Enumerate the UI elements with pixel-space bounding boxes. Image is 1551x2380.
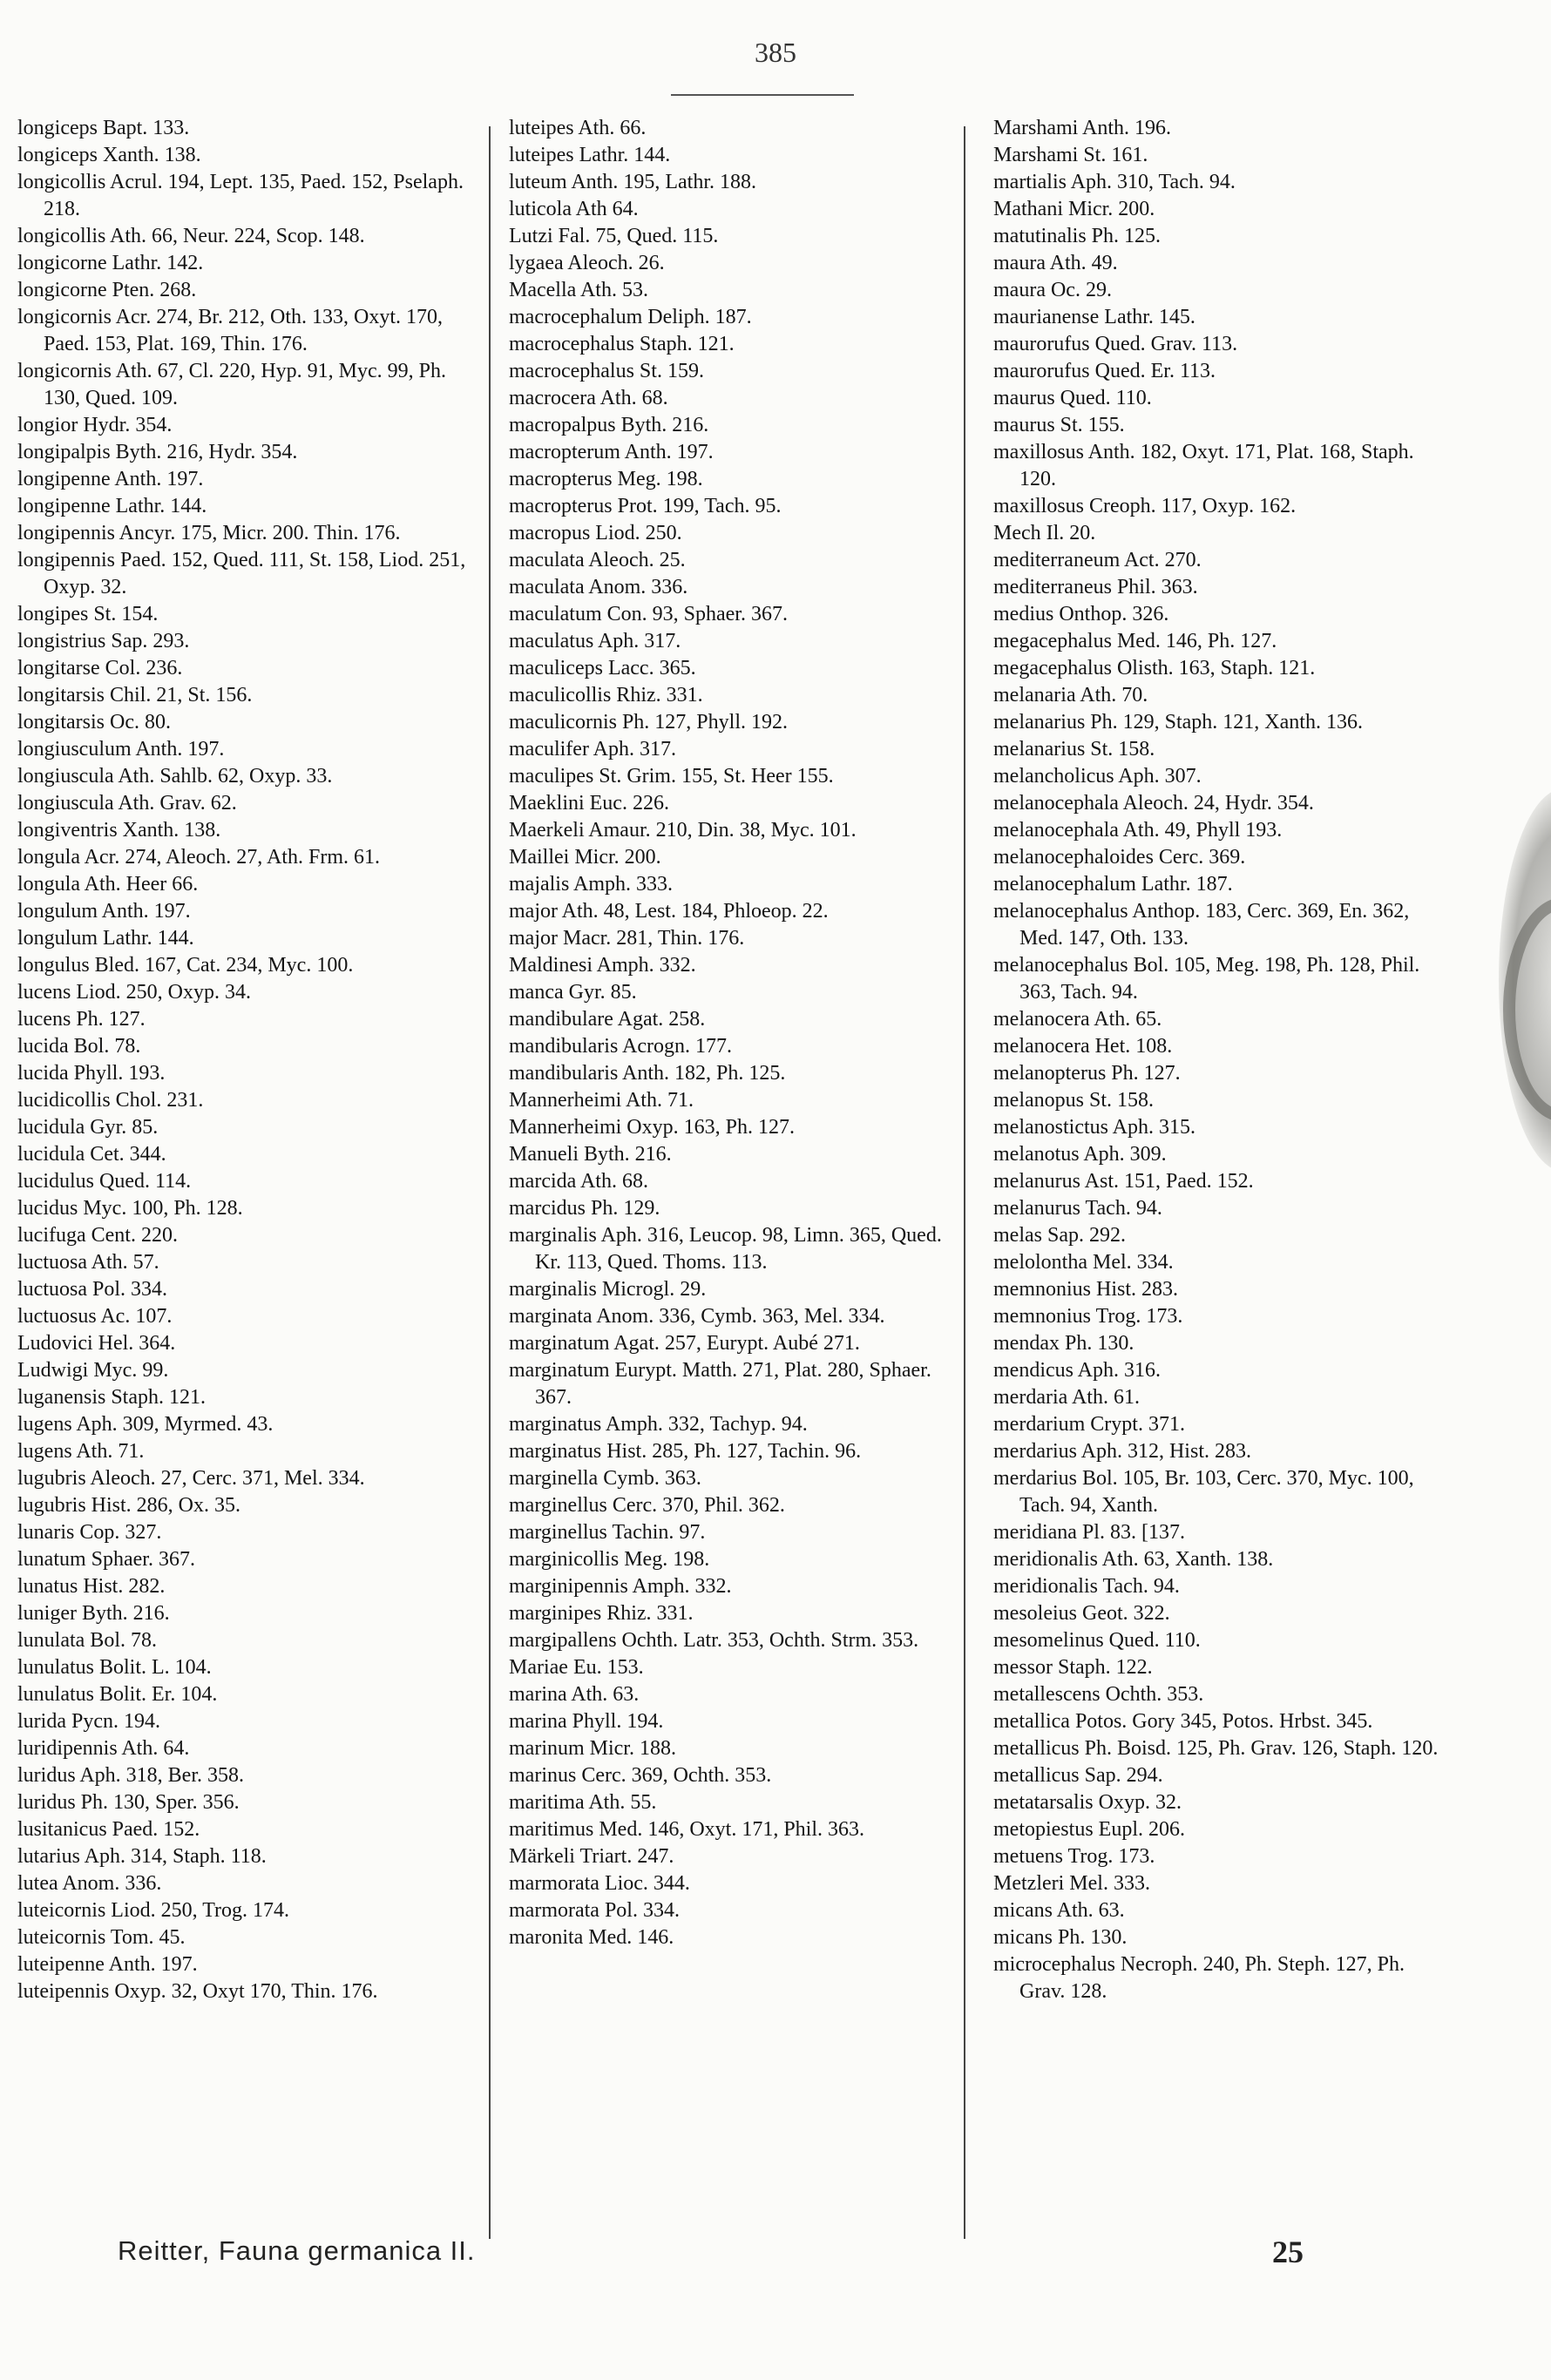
index-entry: melanopterus Ph. 127. (993, 1062, 1181, 1085)
index-entry: lunulatus Bolit. L. 104. (17, 1656, 212, 1679)
index-entry: meridionalis Ath. 63, Xanth. 138. (993, 1548, 1274, 1571)
index-entry: lurida Pycn. 194. (17, 1710, 160, 1733)
index-entry: marginata Anom. 336, Cymb. 363, Mel. 334. (509, 1305, 885, 1328)
index-entry: matutinalis Ph. 125. (993, 225, 1161, 247)
index-entry: luteipes Ath. 66. (509, 117, 647, 139)
index-entry: Metzleri Mel. 333. (993, 1872, 1150, 1895)
index-entry: maritima Ath. 55. (509, 1791, 657, 1814)
index-entry: melas Sap. 292. (993, 1224, 1126, 1247)
index-entry: melolontha Mel. 334. (993, 1251, 1174, 1274)
index-entry: maculatum Con. 93, Sphaer. 367. (509, 603, 788, 625)
index-entry: marginalis Microgl. 29. (509, 1278, 707, 1301)
index-entry: marginipes Rhiz. 331. (509, 1602, 694, 1625)
index-entry: medius Onthop. 326. (993, 603, 1169, 625)
index-entry: macrocera Ath. 68. (509, 387, 668, 409)
index-entry: Macella Ath. 53. (509, 279, 648, 301)
index-entry: mendicus Aph. 316. (993, 1359, 1161, 1382)
index-entry: maculata Anom. 336. (509, 576, 688, 598)
index-entry: lunatus Hist. 282. (17, 1575, 166, 1598)
index-entry: melanurus Ast. 151, Paed. 152. (993, 1170, 1254, 1193)
index-entry: longitarsis Chil. 21, St. 156. (17, 684, 253, 707)
index-entry: luteicornis Liod. 250, Trog. 174. (17, 1899, 290, 1922)
page-number: 385 (755, 37, 796, 68)
index-entry: melanarius St. 158. (993, 738, 1155, 761)
index-entry: melanocephalum Lathr. 187. (993, 873, 1233, 896)
index-entry: lunulata Bol. 78. (17, 1629, 157, 1652)
index-entry: melanotus Aph. 309. (993, 1143, 1167, 1166)
index-entry: lutea Anom. 336. (17, 1872, 162, 1895)
index-entry: marinus Cerc. 369, Ochth. 353. (509, 1764, 772, 1787)
index-entry: marinum Micr. 188. (509, 1737, 676, 1760)
index-entry: lugens Aph. 309, Myrmed. 43. (17, 1413, 274, 1436)
index-entry: metatarsalis Oxyp. 32. (993, 1791, 1182, 1814)
index-entry: macrocephalum Deliph. 187. (509, 306, 752, 328)
index-entry: longiuscula Ath. Sahlb. 62, Oxyp. 33. (17, 765, 333, 788)
index-entry: longiusculum Anth. 197. (17, 738, 225, 761)
index-entry: lucida Phyll. 193. (17, 1062, 166, 1085)
index-entry: Lutzi Fal. 75, Qued. 115. (509, 225, 719, 247)
index-entry: Ludovici Hel. 364. (17, 1332, 176, 1355)
index-entry: marginicollis Meg. 198. (509, 1548, 710, 1571)
index-entry: longipalpis Byth. 216, Hydr. 354. (17, 441, 298, 463)
index-entry: lusitanicus Paed. 152. (17, 1818, 200, 1841)
index-entry: macropterus Prot. 199, Tach. 95. (509, 495, 782, 517)
index-entry: luridus Aph. 318, Ber. 358. (17, 1764, 245, 1787)
index-entry: majalis Amph. 333. (509, 873, 673, 896)
index-entry: longipenne Anth. 197. (17, 468, 204, 490)
index-entry: lucifuga Cent. 220. (17, 1224, 178, 1247)
index-entry: metallicus Sap. 294. (993, 1764, 1163, 1787)
index-entry: macropterus Meg. 198. (509, 468, 703, 490)
index-entry: longipennis Paed. 152, Qued. 111, St. 158, Liod. 251, Oxyp. 32. (17, 549, 466, 598)
index-entry: luteipes Lathr. 144. (509, 144, 671, 166)
header-rule (671, 94, 854, 96)
index-entry: Maldinesi Amph. 332. (509, 954, 696, 977)
index-entry: mediterraneum Act. 270. (993, 549, 1202, 571)
index-entry: longistrius Sap. 293. (17, 630, 190, 652)
index-entry: macrocephalus St. 159. (509, 360, 704, 382)
index-entry: lugens Ath. 71. (17, 1440, 145, 1463)
index-entry: marginellus Cerc. 370, Phil. 362. (509, 1494, 785, 1517)
index-entry: marmorata Pol. 334. (509, 1899, 680, 1922)
index-entry: melanostictus Aph. 315. (993, 1116, 1195, 1139)
index-entry: Märkeli Triart. 247. (509, 1845, 674, 1868)
index-entry: marginipennis Amph. 332. (509, 1575, 732, 1598)
index-entry: marginatus Amph. 332, Tachyp. 94. (509, 1413, 808, 1436)
index-entry: luteipennis Oxyp. 32, Oxyt 170, Thin. 176. (17, 1980, 378, 2003)
index-entry: metallicus Ph. Boisd. 125, Ph. Grav. 126, Staph. 120. (993, 1737, 1439, 1760)
index-entry: lunulatus Bolit. Er. 104. (17, 1683, 218, 1706)
index-entry: mediterraneus Phil. 363. (993, 576, 1198, 598)
index-entry: martialis Aph. 310, Tach. 94. (993, 171, 1236, 193)
index-entry: lucidulus Qued. 114. (17, 1170, 192, 1193)
index-entry: melanocephalus Anthop. 183, Cerc. 369, En. 362, Med. 147, Oth. 133. (993, 900, 1410, 950)
index-entry: marginatum Agat. 257, Eurypt. Aubé 271. (509, 1332, 860, 1355)
index-entry: metuens Trog. 173. (993, 1845, 1155, 1868)
index-entry: marginatum Eurypt. Matth. 271, Plat. 280, Sphaer. 367. (509, 1359, 931, 1409)
index-entry: major Ath. 48, Lest. 184, Phloeop. 22. (509, 900, 829, 923)
index-entry: major Macr. 281, Thin. 176. (509, 927, 745, 950)
index-entry: maculiceps Lacc. 365. (509, 657, 696, 680)
index-entry: longula Ath. Heer 66. (17, 873, 199, 896)
index-entry: macropterum Anth. 197. (509, 441, 714, 463)
index-entry: megacephalus Med. 146, Ph. 127. (993, 630, 1277, 652)
index-entry: maurus Qued. 110. (993, 387, 1152, 409)
index-entry: mandibularis Acrogn. 177. (509, 1035, 732, 1058)
index-entry: melanurus Tach. 94. (993, 1197, 1162, 1220)
index-entry: longicollis Acrul. 194, Lept. 135, Paed. 152, Pselaph. 218. (17, 171, 464, 220)
index-entry: marginatus Hist. 285, Ph. 127, Tachin. 96. (509, 1440, 862, 1463)
index-entry: marginalis Aph. 316, Leucop. 98, Limn. 365, Qued. Kr. 113, Qued. Thoms. 113. (509, 1224, 942, 1274)
index-entry: luridipennis Ath. 64. (17, 1737, 190, 1760)
index-entry: metopiestus Eupl. 206. (993, 1818, 1185, 1841)
index-entry: longulus Bled. 167, Cat. 234, Myc. 100. (17, 954, 354, 977)
index-entry: marginellus Tachin. 97. (509, 1521, 706, 1544)
index-entry: longicollis Ath. 66, Neur. 224, Scop. 148. (17, 225, 365, 247)
index-entry: maurus St. 155. (993, 414, 1125, 436)
index-entry: Mech Il. 20. (993, 522, 1096, 544)
index-entry: luctuosus Ac. 107. (17, 1305, 173, 1328)
index-entry: maronita Med. 146. (509, 1926, 674, 1949)
index-entry: longiceps Bapt. 133. (17, 117, 190, 139)
index-entry: luganensis Staph. 121. (17, 1386, 206, 1409)
index-entry: micans Ph. 130. (993, 1926, 1128, 1949)
index-entry: lugubris Hist. 286, Ox. 35. (17, 1494, 241, 1517)
index-entry: maritimus Med. 146, Oxyt. 171, Phil. 363. (509, 1818, 864, 1841)
index-entry: longulum Anth. 197. (17, 900, 191, 923)
index-entry: luctuosa Ath. 57. (17, 1251, 159, 1274)
index-entry: Mannerheimi Ath. 71. (509, 1089, 694, 1112)
index-entry: mendax Ph. 130. (993, 1332, 1134, 1355)
index-entry: longicornis Acr. 274, Br. 212, Oth. 133, Oxyt. 170, Paed. 153, Plat. 169, Thin. 176. (17, 306, 443, 355)
index-entry: maxillosus Creoph. 117, Oxyp. 162. (993, 495, 1297, 517)
index-entry: melanocera Het. 108. (993, 1035, 1173, 1058)
index-entry: melanocephala Ath. 49, Phyll 193. (993, 819, 1283, 842)
index-entry: longiceps Xanth. 138. (17, 144, 201, 166)
index-entry: manca Gyr. 85. (509, 981, 637, 1004)
index-entry: lucidula Gyr. 85. (17, 1116, 159, 1139)
index-entry: luctuosa Pol. 334. (17, 1278, 167, 1301)
index-entry: messor Staph. 122. (993, 1656, 1153, 1679)
index-entry: lucidicollis Chol. 231. (17, 1089, 204, 1112)
index-column-3 (993, 115, 1453, 2005)
index-entry: longitarse Col. 236. (17, 657, 183, 680)
index-entry: marmorata Lioc. 344. (509, 1872, 690, 1895)
index-entry: mesomelinus Qued. 110. (993, 1629, 1201, 1652)
index-entry: luteicornis Tom. 45. (17, 1926, 186, 1949)
index-entry: maurianense Lathr. 145. (993, 306, 1195, 328)
index-entry: melanocephala Aleoch. 24, Hydr. 354. (993, 792, 1314, 815)
index-entry: Mathani Micr. 200. (993, 198, 1155, 220)
index-entry: lygaea Aleoch. 26. (509, 252, 665, 274)
index-entry: luridus Ph. 130, Sper. 356. (17, 1791, 240, 1814)
index-entry: longipenne Lathr. 144. (17, 495, 207, 517)
index-entry: lucens Ph. 127. (17, 1008, 146, 1031)
index-entry: lunaris Cop. 327. (17, 1521, 162, 1544)
index-entry: memnonius Hist. 283. (993, 1278, 1179, 1301)
index-entry: Maillei Micr. 200. (509, 846, 661, 869)
index-entry: lutarius Aph. 314, Staph. 118. (17, 1845, 267, 1868)
index-entry: longicornis Ath. 67, Cl. 220, Hyp. 91, Myc. 99, Ph. 130, Qued. 109. (17, 360, 447, 409)
index-entry: lugubris Aleoch. 27, Cerc. 371, Mel. 334. (17, 1467, 365, 1490)
index-entry: longipennis Ancyr. 175, Micr. 200. Thin. 176. (17, 522, 401, 544)
index-entry: luniger Byth. 216. (17, 1602, 170, 1625)
index-entry: longulum Lathr. 144. (17, 927, 194, 950)
index-entry: maculifer Aph. 317. (509, 738, 676, 761)
index-entry: melanocephaloides Cerc. 369. (993, 846, 1246, 869)
index-entry: longior Hydr. 354. (17, 414, 173, 436)
column-divider-2 (964, 126, 965, 2239)
signature-number: 25 (1272, 2235, 1304, 2269)
index-entry: memnonius Trog. 173. (993, 1305, 1183, 1328)
column-divider-1 (489, 126, 491, 2239)
index-entry: luteum Anth. 195, Lathr. 188. (509, 171, 756, 193)
index-entry: lucidus Myc. 100, Ph. 128. (17, 1197, 243, 1220)
index-entry: marginella Cymb. 363. (509, 1467, 701, 1490)
index-entry: merdarius Aph. 312, Hist. 283. (993, 1440, 1251, 1463)
index-entry: melanarius Ph. 129, Staph. 121, Xanth. 136. (993, 711, 1363, 734)
index-entry: marina Phyll. 194. (509, 1710, 664, 1733)
index-entry: merdaria Ath. 61. (993, 1386, 1140, 1409)
index-entry: Manueli Byth. 216. (509, 1143, 672, 1166)
index-entry: microcephalus Necroph. 240, Ph. Steph. 127, Ph. Grav. 128. (993, 1953, 1405, 2003)
index-entry: merdarius Bol. 105, Br. 103, Cerc. 370, Myc. 100, Tach. 94, Xanth. (993, 1467, 1414, 1517)
index-entry: maculicollis Rhiz. 331. (509, 684, 703, 707)
footer-title: Reitter, Fauna germanica II. (118, 2235, 476, 2266)
index-entry: micans Ath. 63. (993, 1899, 1125, 1922)
index-entry: macropalpus Byth. 216. (509, 414, 709, 436)
index-entry: lunatum Sphaer. 367. (17, 1548, 195, 1571)
index-entry: merdarium Crypt. 371. (993, 1413, 1185, 1436)
index-entry: Marshami Anth. 196. (993, 117, 1171, 139)
index-entry: mandibularis Anth. 182, Ph. 125. (509, 1062, 786, 1085)
index-entry: Mannerheimi Oxyp. 163, Ph. 127. (509, 1116, 795, 1139)
index-entry: Maerkeli Amaur. 210, Din. 38, Myc. 101. (509, 819, 857, 842)
index-entry: maurorufus Qued. Grav. 113. (993, 333, 1238, 355)
index-entry: maxillosus Anth. 182, Oxyt. 171, Plat. 168, Staph. 120. (993, 441, 1414, 490)
index-entry: melanocera Ath. 65. (993, 1008, 1162, 1031)
index-entry: metallica Potos. Gory 345, Potos. Hrbst. 345. (993, 1710, 1373, 1733)
index-entry: maculatus Aph. 317. (509, 630, 681, 652)
index-entry: lucens Liod. 250, Oxyp. 34. (17, 981, 251, 1004)
index-entry: Marshami St. 161. (993, 144, 1148, 166)
index-entry: mandibulare Agat. 258. (509, 1008, 706, 1031)
index-entry: melanopus St. 158. (993, 1089, 1154, 1112)
index-entry: lucida Bol. 78. (17, 1035, 141, 1058)
index-entry: longicorne Pten. 268. (17, 279, 197, 301)
index-entry: maculipes St. Grim. 155, St. Heer 155. (509, 765, 834, 788)
index-entry: macropus Liod. 250. (509, 522, 682, 544)
index-entry: marcida Ath. 68. (509, 1170, 648, 1193)
index-entry: longipes St. 154. (17, 603, 159, 625)
index-entry: maculicornis Ph. 127, Phyll. 192. (509, 711, 788, 734)
index-entry: mesoleius Geot. 322. (993, 1602, 1170, 1625)
index-entry: maculata Aleoch. 25. (509, 549, 686, 571)
index-entry: melancholicus Aph. 307. (993, 765, 1202, 788)
index-entry: melanocephalus Bol. 105, Meg. 198, Ph. 128, Phil. 363, Tach. 94. (993, 954, 1420, 1004)
index-column-2 (509, 115, 969, 1951)
index-entry: luteipenne Anth. 197. (17, 1953, 198, 1976)
index-entry: longicorne Lathr. 142. (17, 252, 204, 274)
index-entry: metallescens Ochth. 353. (993, 1683, 1204, 1706)
index-entry: meridionalis Tach. 94. (993, 1575, 1180, 1598)
index-entry: maura Oc. 29. (993, 279, 1112, 301)
index-entry: marina Ath. 63. (509, 1683, 640, 1706)
index-entry: macrocephalus Staph. 121. (509, 333, 735, 355)
index-entry: longitarsis Oc. 80. (17, 711, 171, 734)
index-column-1 (17, 115, 477, 2005)
index-entry: lucidula Cet. 344. (17, 1143, 166, 1166)
index-entry: luticola Ath 64. (509, 198, 639, 220)
index-entry: megacephalus Olisth. 163, Staph. 121. (993, 657, 1316, 680)
index-entry: longiventris Xanth. 138. (17, 819, 221, 842)
index-entry: maura Ath. 49. (993, 252, 1118, 274)
index-entry: melanaria Ath. 70. (993, 684, 1148, 707)
index-entry: Mariae Eu. 153. (509, 1656, 644, 1679)
index-entry: Maeklini Euc. 226. (509, 792, 669, 815)
index-entry: marcidus Ph. 129. (509, 1197, 660, 1220)
index-entry: longula Acr. 274, Aleoch. 27, Ath. Frm. 61. (17, 846, 380, 869)
index-entry: maurorufus Qued. Er. 113. (993, 360, 1216, 382)
index-entry: margipallens Ochth. Latr. 353, Ochth. Strm. 353. (509, 1629, 919, 1652)
index-entry: longiuscula Ath. Grav. 62. (17, 792, 237, 815)
index-entry: meridiana Pl. 83. [137. (993, 1521, 1185, 1544)
index-entry: Ludwigi Myc. 99. (17, 1359, 169, 1382)
